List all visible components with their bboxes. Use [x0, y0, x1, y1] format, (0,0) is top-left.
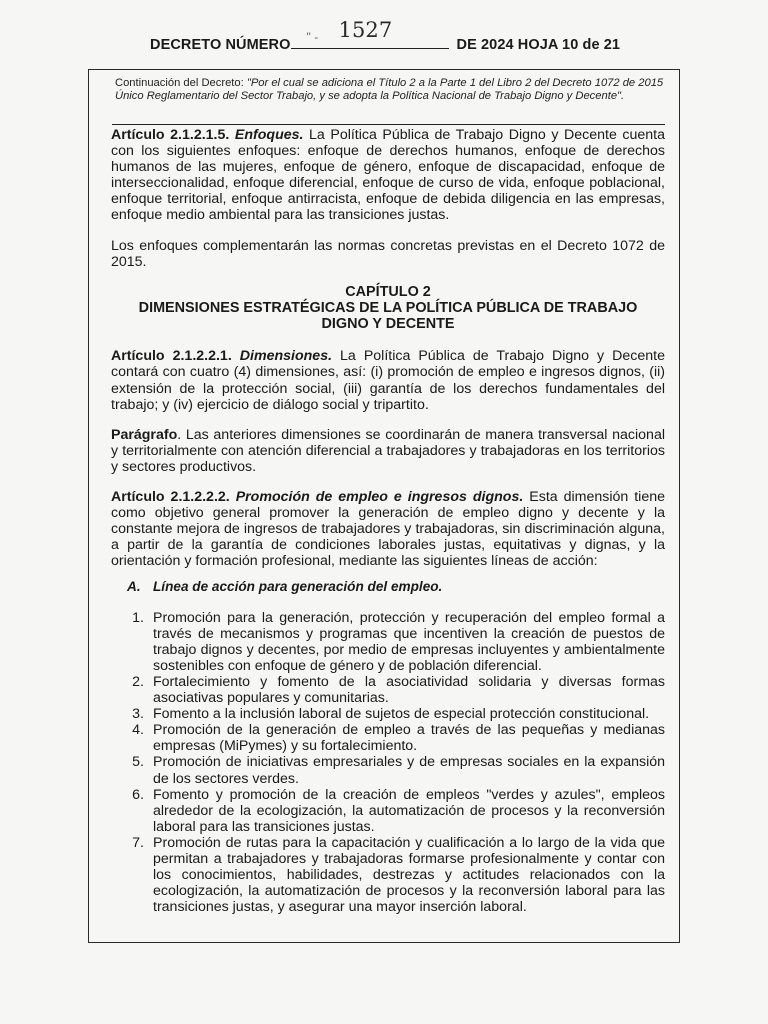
document-body	[111, 127, 665, 915]
line-a-title: Línea de acción para generación del empleo.	[153, 579, 443, 595]
article-number: Artículo 2.1.2.1.5.	[111, 127, 230, 143]
handwritten-marks: " -	[306, 30, 319, 44]
continuation-prefix: Continuación del Decreto:	[115, 77, 247, 89]
article-title: Dimensiones.	[239, 348, 333, 365]
chapter-title: DIMENSIONES ESTRATÉGICAS DE LA POLÍTICA PÚBLICA DE TRABAJO DIGNO Y DECENTE	[138, 299, 638, 333]
header-divider	[112, 124, 665, 125]
article-number: Artículo 2.1.2.2.1.	[111, 348, 232, 365]
decree-label: DECRETO NÚMERO	[150, 37, 291, 53]
article-text: La Política Pública de Trabajo Digno y Decente cuenta con los siguientes enfoques: enfoque de derechos humanos, enfoque de derechos humanos de las mujeres, enfoque de género, enfoque de discapacidad, enfoque de interseccionalidad, enfoque diferencial, enfoque de curso de vida, enfoque poblacional, enfoque territorial, enfoque antirracista, enfoque de debida diligencia en las empresas, enfoque medio ambiental para las transiciones justas.	[111, 127, 665, 224]
list-item: 3. Fomento a la inclusión laboral de sujetos de especial protección constitucional.	[132, 706, 650, 723]
list-item: 7. Promoción de rutas para la capacitación y cualificación a lo largo de la vida que permitan a trabajadores y trabajadoras formarse profesionalmente y contar con los conocimientos, habilidades, destrezas y actitudes relacionados con la ecologización, la automatización de procesos y la reconversión laboral para las transiciones justas, y asegurar una mayor inserción laboral.	[132, 834, 665, 916]
paragrafo	[111, 427, 665, 475]
chapter-heading	[111, 284, 665, 333]
enfoques-note: Los enfoques complementarán las normas concretas previstas en el Decreto 1072 de 2015.	[111, 237, 665, 270]
decree-number: 1527	[338, 18, 393, 42]
paragrafo-text: . Las anteriores dimensiones se coordinarán de manera transversal nacional y territorialmente con atención diferencial a trabajadores y trabajadoras en los territorios y sectores productivos.	[111, 426, 665, 475]
list-item: 6. Fomento y promoción de la creación de empleos "verdes y azules", empleos alrededor de la ecologización, la automatización de procesos y la reconversión laboral para las transiciones justas.	[132, 786, 665, 835]
article-title: Enfoques.	[234, 127, 304, 143]
page-header	[150, 18, 650, 53]
chapter-label: CAPÍTULO 2	[345, 283, 431, 300]
list-item: 1. Promoción para la generación, protección y recuperación del empleo formal a través de mecanismos y programas que incentiven la creación de puestos de trabajo dignos y decentes, por medio de empresas incluyentes y ambientalmente sostenibles con enfoque de género y de población diferencial.	[132, 609, 665, 674]
continuation-text: "Por el cual se adiciona el Título 2 a la Parte 1 del Libro 2 del Decreto 1072 de 2015 Único Reglamentario del Sector Trabajo, y se adopta la Política Nacional de Trabajo Digno y Decente".	[115, 77, 664, 103]
paragrafo-label: Parágrafo	[111, 426, 178, 443]
article-number: Artículo 2.1.2.2.2.	[111, 489, 230, 506]
article-dimensiones	[111, 348, 665, 412]
decree-number-line	[291, 18, 449, 49]
list-item: 2. Fortalecimiento y fomento de la asociatividad solidaria y diversas formas asociativas populares y comunitarias.	[132, 673, 665, 707]
article-enfoques	[111, 127, 665, 224]
article-text: La Política Pública de Trabajo Digno y Decente contará con cuatro (4) dimensiones, así: (i) promoción de empleo e ingresos dignos, (ii) extensión de la protección social, (iii) garantía de los derechos fundamentales del trabajo; y (iv) ejercicio de diálogo social y tripartito.	[111, 348, 665, 413]
line-a-heading	[111, 579, 665, 595]
article-title: Promoción de empleo e ingresos dignos.	[235, 489, 524, 506]
list-item: 4. Promoción de la generación de empleo a través de las pequeñas y medianas empresas (MiPymes) y su fortalecimiento.	[132, 722, 665, 755]
list-item: 5. Promoción de iniciativas empresariales y de empresas sociales en la expansión de los sectores verdes.	[132, 754, 665, 787]
continuation-note	[115, 77, 671, 103]
decree-year-page: DE 2024 HOJA 10 de 21	[456, 37, 621, 53]
line-a-letter: A.	[127, 579, 141, 595]
article-text: Esta dimensión tiene como objetivo general promover la generación de empleo digno y decente y la constante mejora de ingresos de trabajadores y trabajadoras, sin discriminación alguna, a partir de la garantía de condiciones laborales justas, equitativas y dignas, y la orientación y formación profesional, mediante las siguientes líneas de acción:	[111, 489, 666, 570]
action-items-list	[111, 610, 665, 916]
article-promocion	[111, 489, 665, 569]
